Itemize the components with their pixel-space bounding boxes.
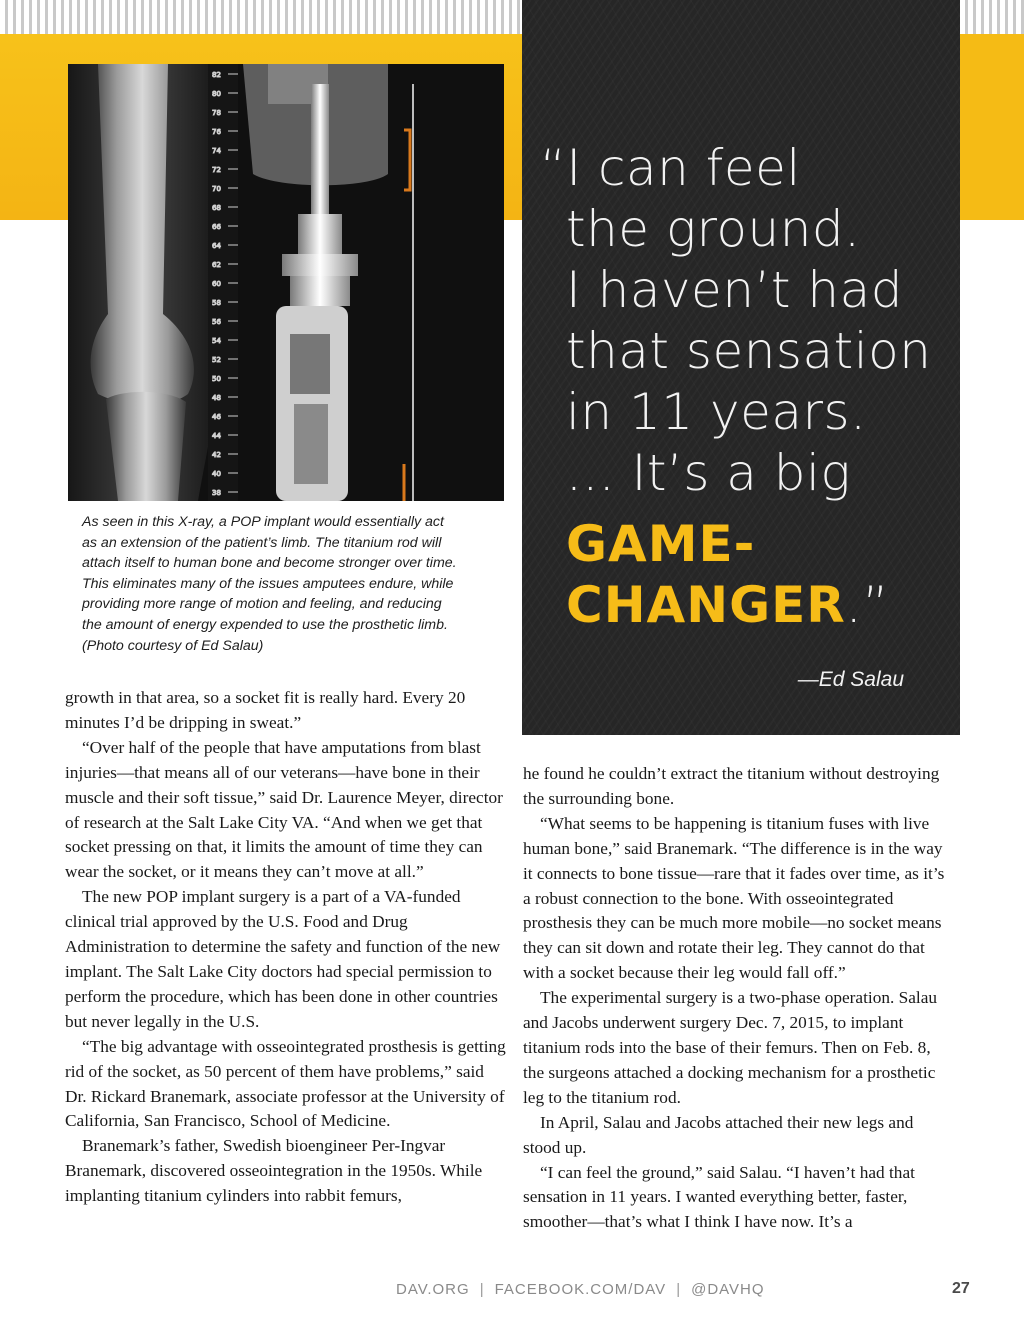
ruler-label: 58 (212, 299, 221, 307)
ruler-label: 66 (212, 223, 221, 231)
ruler-label: 78 (212, 109, 221, 117)
pull-quote-line: ... It’s a big (566, 444, 851, 502)
footer-link-handle[interactable]: @DAVHQ (691, 1281, 765, 1298)
ruler-label: 60 (212, 280, 221, 288)
paragraph: Branemark’s father, Swedish bioengineer Per-Ingvar Branemark, discovered osseointegration in the 1950s. While implanting titanium cylinders into rabbit femurs, (65, 1136, 483, 1206)
pull-quote-text (540, 138, 950, 504)
ruler-label: 38 (212, 489, 221, 497)
paragraph: “Over half of the people that have amputations from blast injuries—that means all of our veterans—have bone in their muscle and their soft tissue,” said Dr. Laurence Meyer, director of research at the Salt Lake City VA. “And when we get that socket pressing on that, it limits the amount of time they can wear the socket, or it means they can’t move at all.” (65, 737, 503, 882)
caption-line: This eliminates many of the issues amputees endure, while (82, 575, 454, 592)
pull-quote-line: “I can feel (540, 139, 801, 197)
pull-quote-highlight-word: CHANGER (566, 576, 846, 634)
pull-quote-line: the ground. (566, 200, 861, 258)
ruler-label: 80 (212, 90, 221, 98)
pull-quote-highlight-line: GAME- (566, 515, 756, 573)
footer-separator: | (676, 1281, 682, 1298)
caption-line: (Photo courtesy of Ed Salau) (82, 637, 264, 654)
ruler-label: 44 (212, 432, 221, 440)
caption-line: the amount of energy expended to use the prosthetic limb. (82, 616, 448, 633)
paragraph: “The big advantage with osseointegrated prosthesis is getting rid of the socket, as 50 percent of them have problems,” said Dr. Rickard Branemark, associate professor at the University of California, San Francisco, School of Medicine. (65, 1036, 506, 1131)
ruler-label: 68 (212, 204, 221, 212)
ruler-label: 54 (212, 337, 221, 345)
caption-line: As seen in this X-ray, a POP implant would essentially act (82, 514, 444, 530)
pull-quote-highlight (566, 514, 946, 636)
ruler-label: 76 (212, 128, 221, 136)
pull-quote-closing-mark: .” (845, 576, 890, 634)
ruler-label: 64 (212, 242, 221, 250)
pull-quote-attribution: —Ed Salau (797, 668, 904, 691)
ruler-label: 56 (212, 318, 221, 326)
ruler-label: 72 (212, 166, 221, 174)
ruler-label: 74 (212, 147, 221, 155)
pull-quote-highlight-line-2 (566, 575, 946, 636)
footer-links (396, 1281, 796, 1298)
page-number: 27 (952, 1280, 970, 1297)
article-column-left (65, 686, 507, 1209)
ruler-label: 48 (212, 394, 221, 402)
article-column-right (523, 762, 953, 1235)
caption-line: providing more range of motion and feeling, and reducing (82, 596, 442, 613)
ruler-label: 46 (212, 413, 221, 421)
ruler-label: 70 (212, 185, 221, 193)
ruler-label: 50 (212, 375, 221, 383)
xray-caption (82, 512, 502, 656)
paragraph: “I can feel the ground,” said Salau. “I haven’t had that sensation in 11 years. I wanted everything better, faster, smoother—that’s what I think I have now. It’s a (523, 1162, 915, 1232)
xray-illustration (68, 64, 504, 501)
paragraph: he found he couldn’t extract the titanium without destroying the surrounding bone. (523, 764, 940, 808)
caption-line: as an extension of the patient’s limb. The titanium rod will (82, 534, 442, 551)
paragraph: The new POP implant surgery is a part of a VA-funded clinical trial approved by the U.S. Food and Drug Administration to determine the safety and function of the new implant. The Salt Lake City doctors had special permission to perform the procedure, which has been done in other countries but never legally in the U.S. (65, 887, 501, 1031)
ruler-label: 82 (212, 71, 221, 79)
pull-quote-line: in 11 years. (566, 383, 867, 441)
header-gold-band-right (960, 34, 1024, 220)
ruler-label: 62 (212, 261, 221, 269)
caption-line: attach itself to human bone and become stronger over time. (82, 555, 457, 572)
paragraph: “What seems to be happening is titanium fuses with live human bone,” said Branemark. “The difference is in the way it connects to bone tissue—rare that it fades over time, as it’s a robust connection to the bone. With osseointegrated prosthesis they can be much more mobile—no socket means they can sit down and rotate their leg. They cannot do that with a socket because their leg would fall off.” (523, 813, 945, 983)
ruler-label: 42 (212, 451, 221, 459)
pull-quote-line: I haven’t had (566, 261, 903, 319)
ruler-label: 40 (212, 470, 221, 478)
ruler-label: 52 (212, 356, 221, 364)
footer-separator: | (479, 1281, 485, 1298)
pull-quote-line: that sensation (566, 322, 932, 380)
footer-link-site[interactable]: DAV.ORG (396, 1281, 470, 1298)
xray-image (68, 64, 504, 501)
paragraph: growth in that area, so a socket fit is really hard. Every 20 minutes I’d be dripping in sweat.” (65, 688, 466, 732)
paragraph: In April, Salau and Jacobs attached their new legs and stood up. (523, 1112, 914, 1157)
paragraph: The experimental surgery is a two-phase operation. Salau and Jacobs underwent surgery Dec. 7, 2015, to implant titanium rods into the base of their femurs. Then on Feb. 8, the surgeons attached a docking mechanism for a prosthetic leg to the titanium rod. (523, 988, 938, 1107)
footer-link-facebook[interactable]: FACEBOOK.COM/DAV (494, 1281, 667, 1298)
